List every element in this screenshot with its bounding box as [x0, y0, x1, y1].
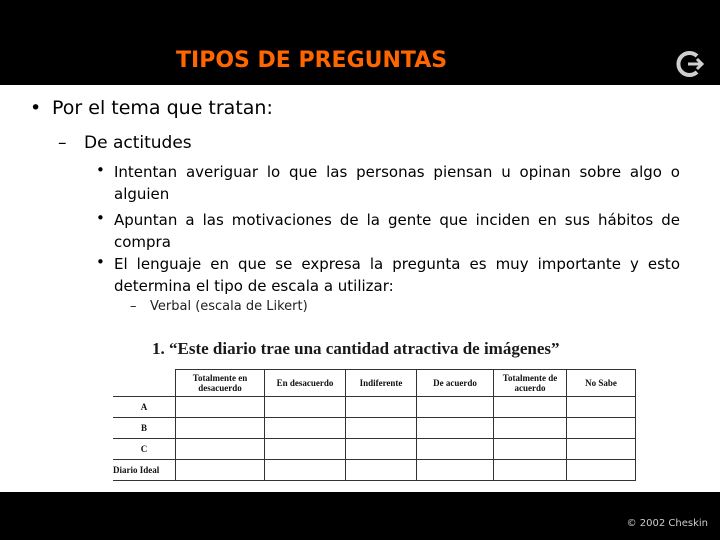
column-header: No Sabe	[567, 370, 636, 397]
table-cell	[346, 397, 417, 418]
row-label: Diario Ideal	[113, 460, 176, 481]
table-cell	[265, 439, 346, 460]
bullet-level4	[130, 299, 308, 314]
table-cell	[417, 460, 494, 481]
bullet-dash: –	[58, 133, 67, 153]
table-cell	[567, 439, 636, 460]
table-cell	[494, 397, 567, 418]
bullet-dash: –	[130, 299, 137, 314]
table-cell	[346, 418, 417, 439]
table-cell	[417, 397, 494, 418]
likert-question: 1. “Este diario trae una cantidad atractiva de imágenes”	[152, 339, 560, 358]
column-header: Indiferente	[346, 370, 417, 397]
cheskin-logo-icon	[675, 50, 705, 78]
table-cell	[494, 439, 567, 460]
bullet-dot: •	[96, 161, 105, 179]
table-cell	[176, 460, 265, 481]
bullet-text: Verbal (escala de Likert)	[150, 299, 308, 314]
table-cell	[176, 439, 265, 460]
row-label: B	[113, 418, 176, 439]
bullet-dot: •	[96, 209, 105, 227]
table-cell	[567, 460, 636, 481]
table-cell	[567, 397, 636, 418]
table-row	[113, 418, 636, 439]
table-cell	[346, 439, 417, 460]
likert-scale-table	[113, 369, 636, 481]
footer-bar	[0, 492, 720, 540]
row-label: C	[113, 439, 176, 460]
table-cell	[265, 397, 346, 418]
table-row	[113, 460, 636, 481]
bullet-level2	[58, 133, 192, 153]
table-cell	[417, 439, 494, 460]
table-cell	[265, 418, 346, 439]
table-cell	[176, 397, 265, 418]
table-cell	[265, 460, 346, 481]
column-header: Totalmente de acuerdo	[494, 370, 567, 397]
column-header: De acuerdo	[417, 370, 494, 397]
table-row	[113, 397, 636, 418]
bullet-text: De actitudes	[84, 133, 192, 153]
bullet-text: Apuntan a las motivaciones de la gente que inciden en sus hábitos de compra	[114, 211, 680, 251]
bullet-text: Por el tema que tratan:	[52, 97, 273, 119]
table-corner	[113, 370, 176, 397]
table-cell	[494, 418, 567, 439]
bullet-text: Intentan averiguar lo que las personas piensan u opinan sobre algo o alguien	[114, 163, 680, 203]
bullet-text: El lenguaje en que se expresa la pregunta es muy importante y esto determina el tipo de escala a utilizar:	[114, 255, 680, 295]
bullet-dot: •	[30, 97, 42, 119]
slide-title: TIPOS DE PREGUNTAS	[176, 48, 448, 73]
table-cell	[417, 418, 494, 439]
column-header: Totalmente en desacuerdo	[176, 370, 265, 397]
column-header: En desacuerdo	[265, 370, 346, 397]
row-label: A	[113, 397, 176, 418]
copyright-text: © 2002 Cheskin	[626, 518, 708, 529]
table-cell	[494, 460, 567, 481]
header-bar	[0, 0, 720, 85]
table-row	[113, 439, 636, 460]
slide-content	[0, 85, 720, 492]
bullet-dot: •	[96, 253, 105, 271]
table-cell	[176, 418, 265, 439]
table-cell	[567, 418, 636, 439]
table-cell	[346, 460, 417, 481]
